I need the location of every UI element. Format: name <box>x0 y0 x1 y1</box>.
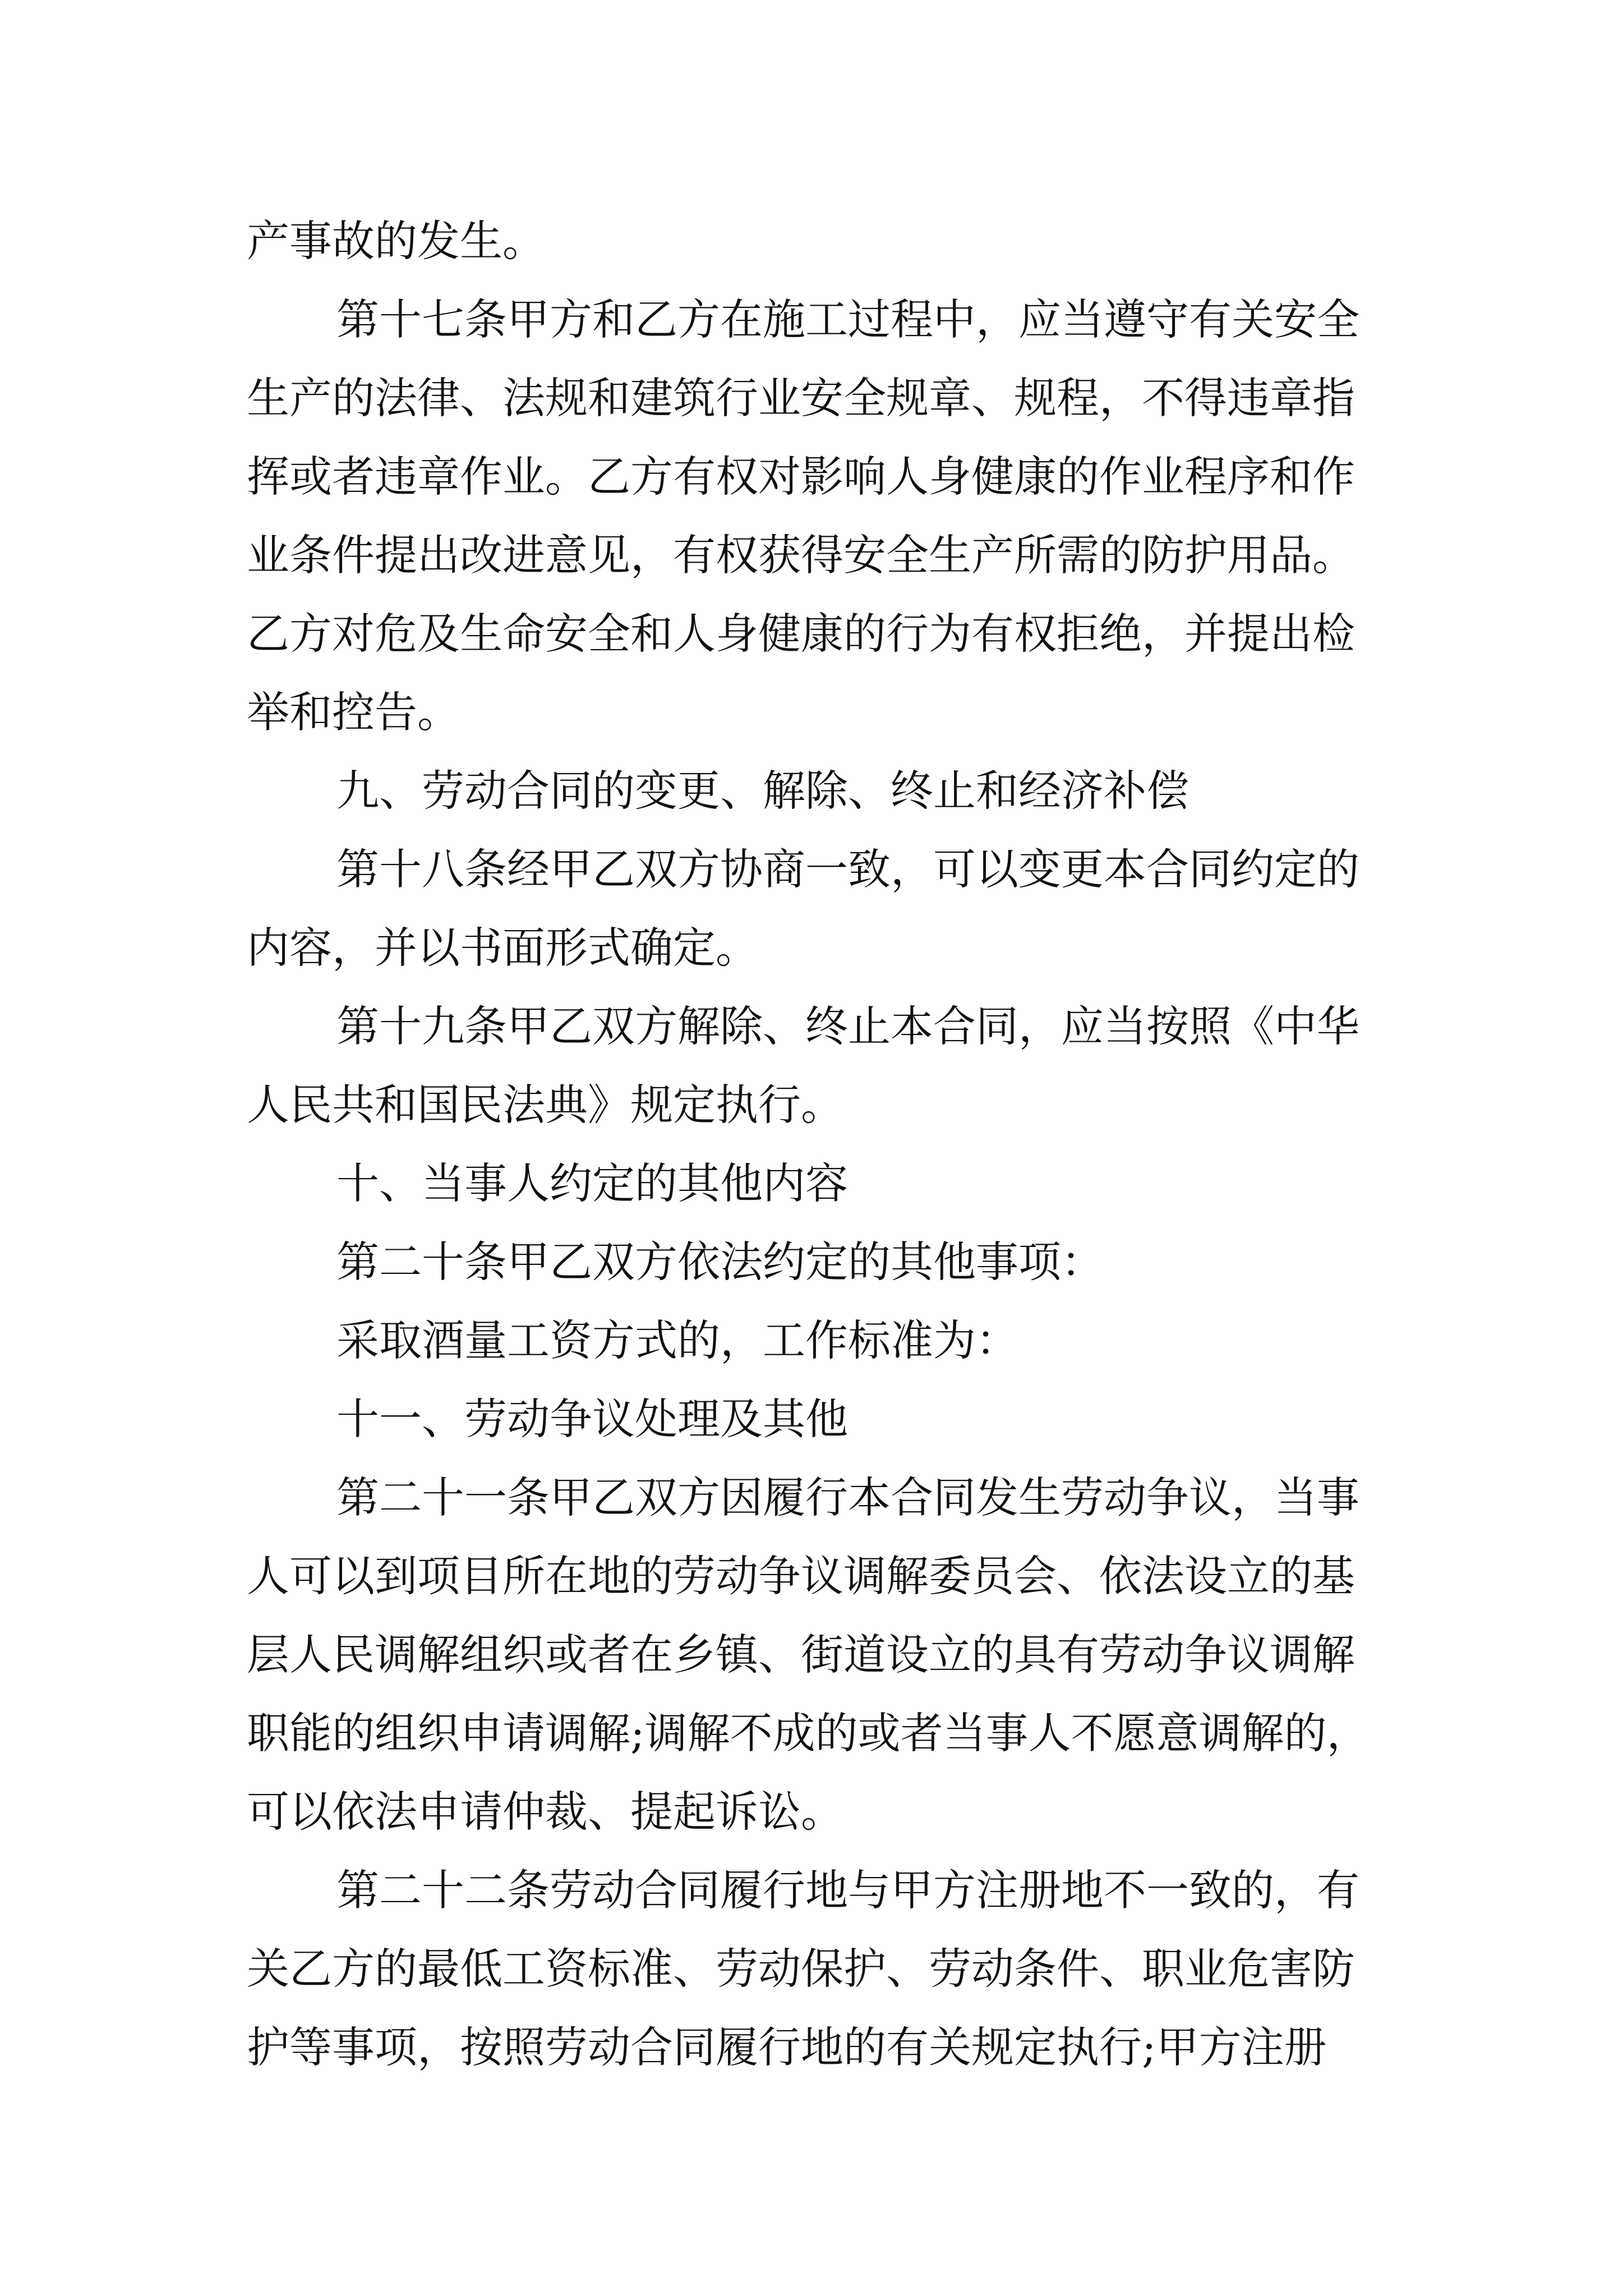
paragraph-line: 层人民调解组织或者在乡镇、街道设立的具有劳动争议调解 <box>247 1630 1355 1680</box>
paragraph-line: 第十九条甲乙双方解除、终止本合同，应当按照《中华 <box>336 1001 1359 1051</box>
paragraph-line: 产事故的发生。 <box>247 216 545 266</box>
paragraph-line: 举和控告。 <box>247 687 460 737</box>
paragraph-line: 关乙方的最低工资标准、劳动保护、劳动条件、职业危害防 <box>247 1944 1355 1994</box>
paragraph-line: 第十八条经甲乙双方协商一致，可以变更本合同约定的 <box>336 844 1359 894</box>
paragraph-line: 生产的法律、法规和建筑行业安全规章、规程，不得违章指 <box>247 373 1355 423</box>
paragraph-line: 第二十一条甲乙双方因履行本合同发生劳动争议，当事 <box>336 1473 1359 1522</box>
section-heading: 十一、劳动争议处理及其他 <box>336 1394 848 1444</box>
paragraph-line: 第二十条甲乙双方依法约定的其他事项： <box>336 1237 1104 1287</box>
paragraph-line: 第二十二条劳动合同履行地与甲方注册地不一致的，有 <box>336 1865 1359 1915</box>
paragraph-line: 职能的组织申请调解;调解不成的或者当事人不愿意调解的， <box>247 1708 1370 1758</box>
paragraph-line: 护等事项，按照劳动合同履行地的有关规定执行;甲方注册 <box>247 2022 1327 2072</box>
paragraph-line: 人可以到项目所在地的劳动争议调解委员会、依法设立的基 <box>247 1551 1355 1601</box>
paragraph-line: 人民共和国民法典》规定执行。 <box>247 1080 843 1130</box>
paragraph-line: 乙方对危及生命安全和人身健康的行为有权拒绝，并提出检 <box>247 609 1355 659</box>
section-heading: 九、劳动合同的变更、解除、终止和经济补偿 <box>336 766 1189 816</box>
paragraph-line: 内容，并以书面形式确定。 <box>247 923 758 973</box>
paragraph-line: 采取酒量工资方式的，工作标准为： <box>336 1315 1018 1365</box>
section-heading: 十、当事人约定的其他内容 <box>336 1158 848 1208</box>
paragraph-line: 业条件提出改进意见，有权获得安全生产所需的防护用品。 <box>247 530 1355 580</box>
paragraph-line: 挥或者违章作业。乙方有权对影响人身健康的作业程序和作 <box>247 452 1355 501</box>
paragraph-line: 第十七条甲方和乙方在施工过程中，应当遵守有关安全 <box>336 295 1359 344</box>
paragraph-line: 可以依法申请仲裁、提起诉讼。 <box>247 1787 843 1837</box>
